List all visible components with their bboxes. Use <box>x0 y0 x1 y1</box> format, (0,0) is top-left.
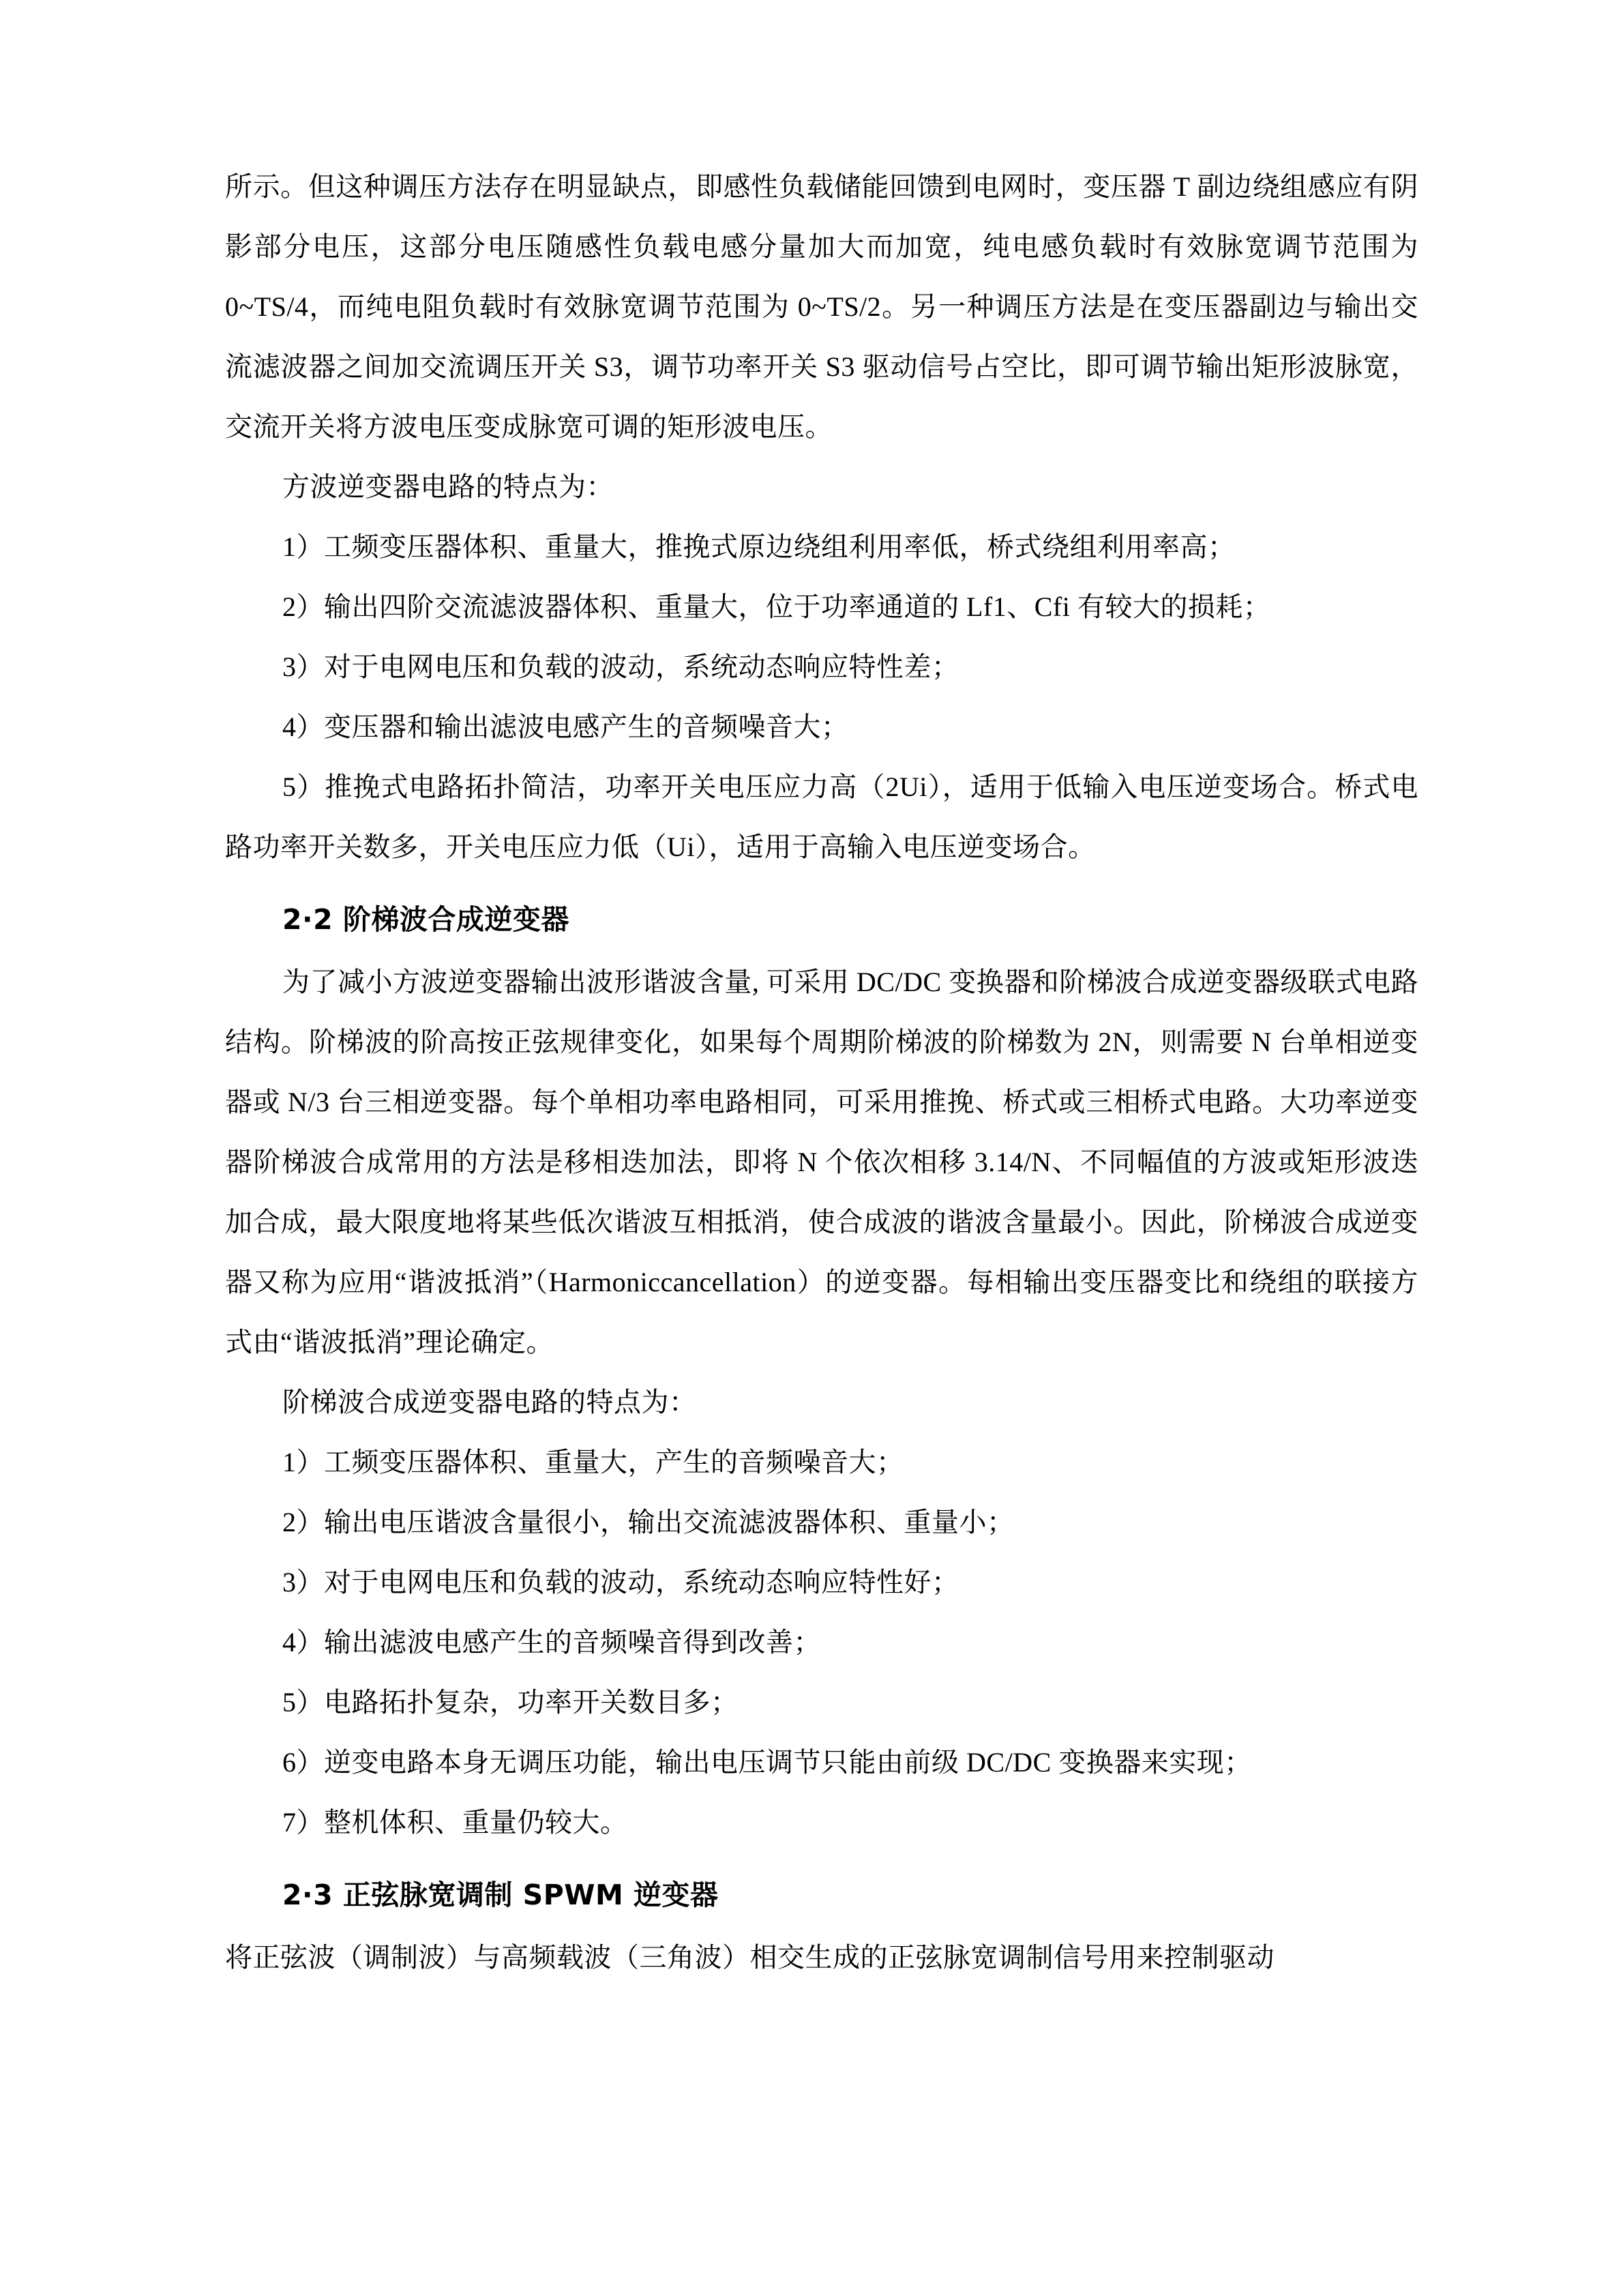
list-item-2: 2）输出四阶交流滤波器体积、重量大，位于功率通道的 Lf1、Cfi 有较大的损耗； <box>282 591 1271 622</box>
list-item-b-1: 1）工频变压器体积、重量大，产生的音频噪音大； <box>282 1447 904 1477</box>
paragraph-spwm: 将正弦波（调制波）与高频载波（三角波）相交生成的正弦脉宽调制信号用来控制驱动 <box>225 1942 1275 1973</box>
heading-2-2: 2·2 阶梯波合成逆变器 <box>282 903 569 936</box>
list-item-1: 1）工频变压器体积、重量大，推挽式原边绕组利用率低，桥式绕组利用率高； <box>282 531 1236 562</box>
list-item-b-4: 4）输出滤波电感产生的音频噪音得到改善； <box>282 1627 821 1658</box>
list-item-b-5: 5）电路拓扑复杂，功率开关数目多； <box>282 1687 739 1718</box>
list-item-b-2: 2）输出电压谐波含量很小，输出交流滤波器体积、重量小； <box>282 1507 1015 1537</box>
list-item-b-7: 7）整机体积、重量仍较大。 <box>282 1807 628 1838</box>
document-body <box>225 157 1418 1988</box>
paragraph-intro: 所示。但这种调压方法存在明显缺点，即感性负载储能回馈到电网时，变压器 T 副边绕组感应有阴影部分电压，这部分电压随感性负载电感分量加大而加宽，纯电感负载时有效脉宽调节范围为 0~TS/4，而纯电阻负载时有效脉宽调节范围为 0~TS/2。另一种调压方法是在变压器副边与输出交流滤波器之间加交流调压开关 S3，调节功率开关 S3 驱动信号占空比，即可调节输出矩形波脉宽，交流开关将方波电压变成脉宽可调的矩形波电压。 <box>225 171 1418 442</box>
list-item-5: 5）推挽式电路拓扑简洁，功率开关电压应力高（2Ui），适用于低输入电压逆变场合。桥式电路功率开关数多，开关电压应力低（Ui），适用于高输入电压逆变场合。 <box>225 771 1418 862</box>
paragraph-staircase-features-lead: 阶梯波合成逆变器电路的特点为： <box>282 1387 697 1417</box>
paragraph-staircase-wave: 为了减小方波逆变器输出波形谐波含量, 可采用 DC/DC 变换器和阶梯波合成逆变器级联式电路结构。阶梯波的阶高按正弦规律变化，如果每个周期阶梯波的阶梯数为 2N，则需要 N 台单相逆变器或 N/3 台三相逆变器。每个单相功率电路相同，可采用推挽、桥式或三相桥式电路。大功率逆变器阶梯波合成常用的方法是移相迭加法，即将 N 个依次相移 3.14/N、不同幅值的方波或矩形波迭加合成，最大限度地将某些低次谐波互相抵消，使合成波的谐波含量最小。因此，阶梯波合成逆变器又称为应用“谐波抵消”（Harmoniccancellation）的逆变器。每相输出变压器变比和绕组的联接方式由“谐波抵消”理论确定。 <box>225 967 1418 1357</box>
list-item-3: 3）对于电网电压和负载的波动，系统动态响应特性差； <box>282 651 959 682</box>
paragraph-square-wave-features-lead: 方波逆变器电路的特点为： <box>282 471 614 502</box>
list-item-4: 4）变压器和输出滤波电感产生的音频噪音大； <box>282 711 849 742</box>
list-item-b-3: 3）对于电网电压和负载的波动，系统动态响应特性好； <box>282 1567 959 1598</box>
heading-2-3: 2·3 正弦脉宽调制 SPWM 逆变器 <box>282 1879 719 1911</box>
list-item-b-6: 6）逆变电路本身无调压功能，输出电压调节只能由前级 DC/DC 变换器来实现； <box>282 1747 1252 1778</box>
